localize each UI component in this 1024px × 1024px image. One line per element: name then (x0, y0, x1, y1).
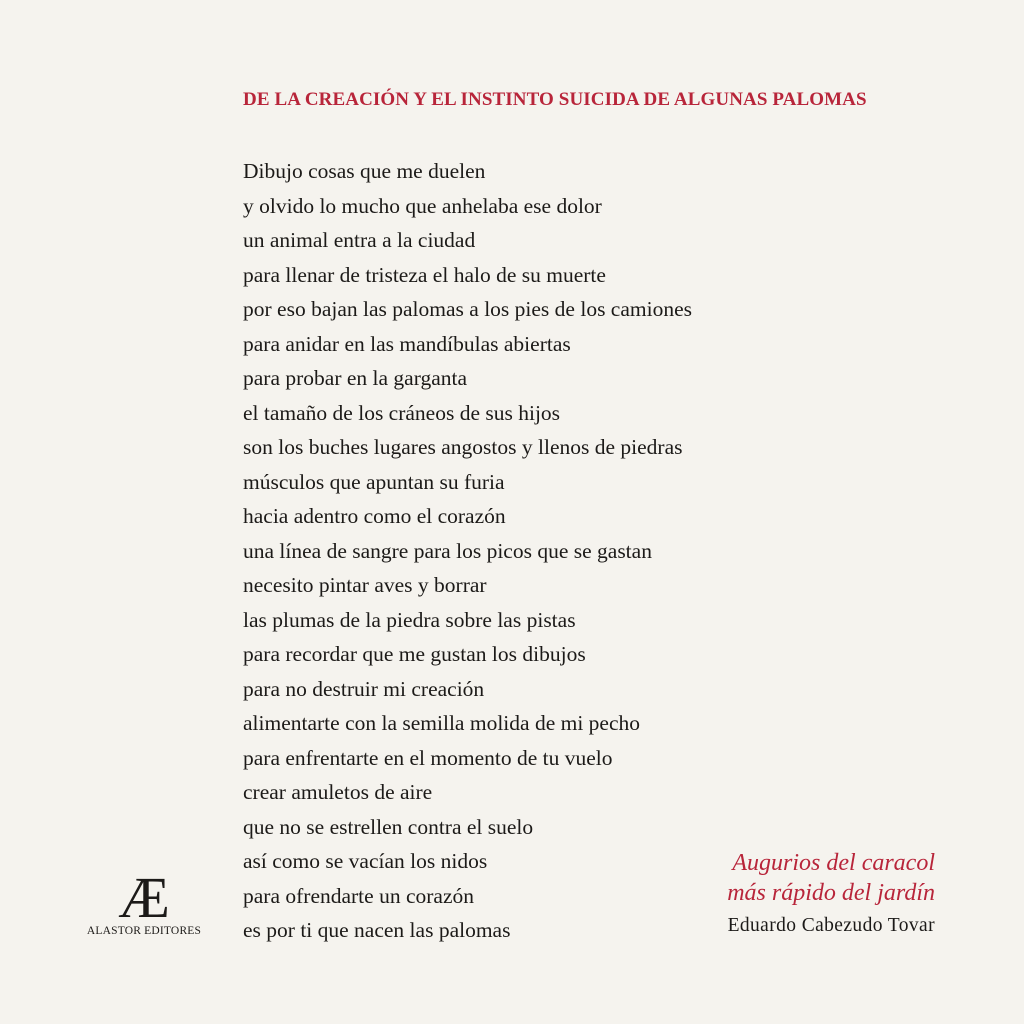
book-title (727, 848, 935, 908)
poem-line: necesito pintar aves y borrar (243, 573, 487, 597)
poem-line: músculos que apuntan su furia (243, 469, 505, 494)
poem-line: para recordar que me gustan los dibujos (243, 642, 586, 666)
poem-line: y olvido lo mucho que anhelaba ese dolor (243, 193, 602, 218)
poem-line: son los buches lugares angostos y llenos de piedras (243, 435, 683, 459)
book-title-line-1: Augurios del caracol (732, 850, 935, 876)
poem-line: es por ti que nacen las palomas (243, 918, 511, 942)
poem-title: DE LA CREACIÓN Y EL INSTINTO SUICIDA DE ALGUNAS PALOMAS (243, 89, 867, 110)
book-title-line-2: más rápido del jardín (727, 880, 935, 906)
author-name: Eduardo Cabezudo Tovar (727, 915, 935, 936)
publisher-logo-mark: Æ (118, 865, 170, 930)
poem-line: para llenar de tristeza el halo de su muerte (243, 262, 606, 287)
poem-line: Dibujo cosas que me duelen (243, 159, 486, 183)
publisher-name: ALASTOR EDITORES (86, 925, 202, 937)
poem-line: un animal entra a la ciudad (243, 228, 476, 252)
poem-line: para anidar en las mandíbulas abiertas (243, 331, 571, 356)
poem-line: una línea de sangre para los picos que se gastan (243, 538, 652, 563)
poem-line: las plumas de la piedra sobre las pistas (243, 607, 576, 632)
poem-line: por eso bajan las palomas a los pies de los camiones (243, 297, 693, 321)
poem-line: hacia adentro como el corazón (243, 504, 506, 528)
poem-line: para probar en la garganta (243, 366, 468, 390)
poem-line: alimentarte con la semilla molida de mi pecho (243, 711, 641, 735)
poem-line: crear amuletos de aire (243, 780, 433, 804)
publisher-logo (84, 865, 204, 937)
poem-line: para enfrentarte en el momento de tu vuelo (243, 745, 613, 770)
poem-line: que no se estrellen contra el suelo (243, 814, 534, 839)
poem-line: para no destruir mi creación (243, 676, 485, 701)
poem-line: el tamaño de los cráneos de sus hijos (243, 400, 561, 425)
poem-line: así como se vacían los nidos (243, 849, 488, 873)
poem-body (243, 154, 692, 948)
poem-line: para ofrendarte un corazón (243, 883, 474, 908)
